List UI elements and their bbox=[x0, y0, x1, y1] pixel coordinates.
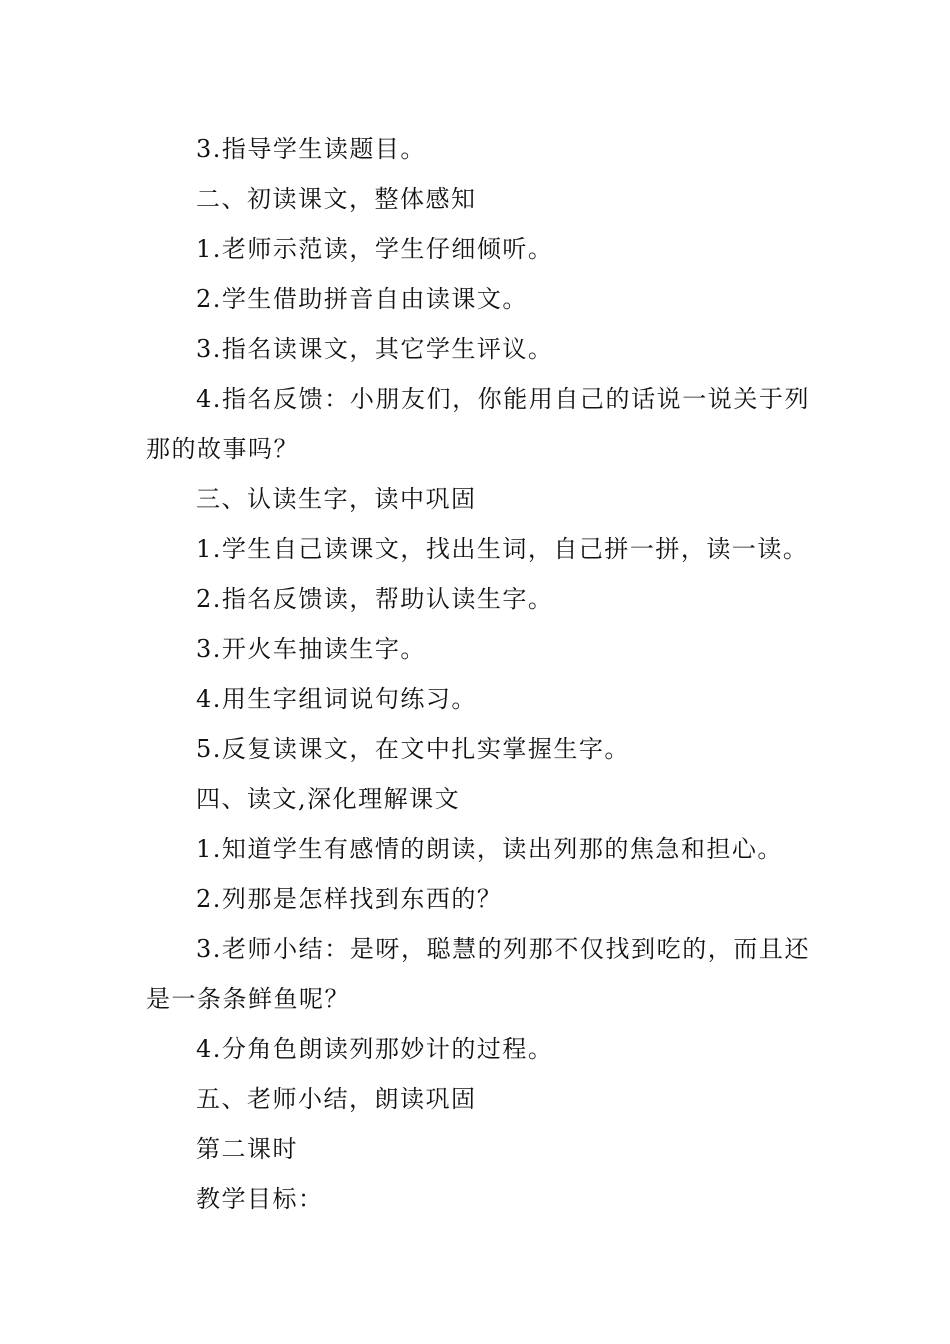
section-heading: 四、读文,深化理解课文 bbox=[196, 785, 461, 813]
list-item: 3.指名读课文，其它学生评议。 bbox=[196, 335, 554, 363]
list-item: 1.老师示范读，学生仔细倾听。 bbox=[196, 235, 554, 263]
section-heading: 二、初读课文，整体感知 bbox=[196, 185, 477, 213]
section-heading: 五、老师小结，朗读巩固 bbox=[196, 1085, 477, 1113]
list-item: 2.列那是怎样找到东西的？ bbox=[196, 885, 503, 913]
list-item: 5.反复读课文，在文中扎实掌握生字。 bbox=[196, 735, 630, 763]
list-item: 4.分角色朗读列那妙计的过程。 bbox=[196, 1035, 554, 1063]
list-item: 2.学生借助拼音自由读课文。 bbox=[196, 285, 528, 313]
section-heading: 三、认读生字，读中巩固 bbox=[196, 485, 477, 513]
document-body bbox=[146, 124, 810, 1224]
list-item: 3.老师小结：是呀，聪慧的列那不仅找到吃的，而且还是一条条鲜鱼呢？ bbox=[146, 935, 810, 1013]
list-item: 3.开火车抽读生字。 bbox=[196, 635, 426, 663]
list-item: 4.用生字组词说句练习。 bbox=[196, 685, 477, 713]
objectives-heading: 教学目标： bbox=[196, 1185, 324, 1213]
list-item: 4.指名反馈：小朋友们，你能用自己的话说一说关于列那的故事吗？ bbox=[146, 385, 810, 463]
lesson-heading: 第二课时 bbox=[196, 1135, 298, 1163]
list-item: 1.知道学生有感情的朗读，读出列那的焦急和担心。 bbox=[196, 835, 783, 863]
list-item: 1.学生自己读课文，找出生词，自己拼一拼，读一读。 bbox=[196, 535, 809, 563]
list-item: 2.指名反馈读，帮助认读生字。 bbox=[196, 585, 554, 613]
list-item: 3.指导学生读题目。 bbox=[196, 135, 426, 163]
